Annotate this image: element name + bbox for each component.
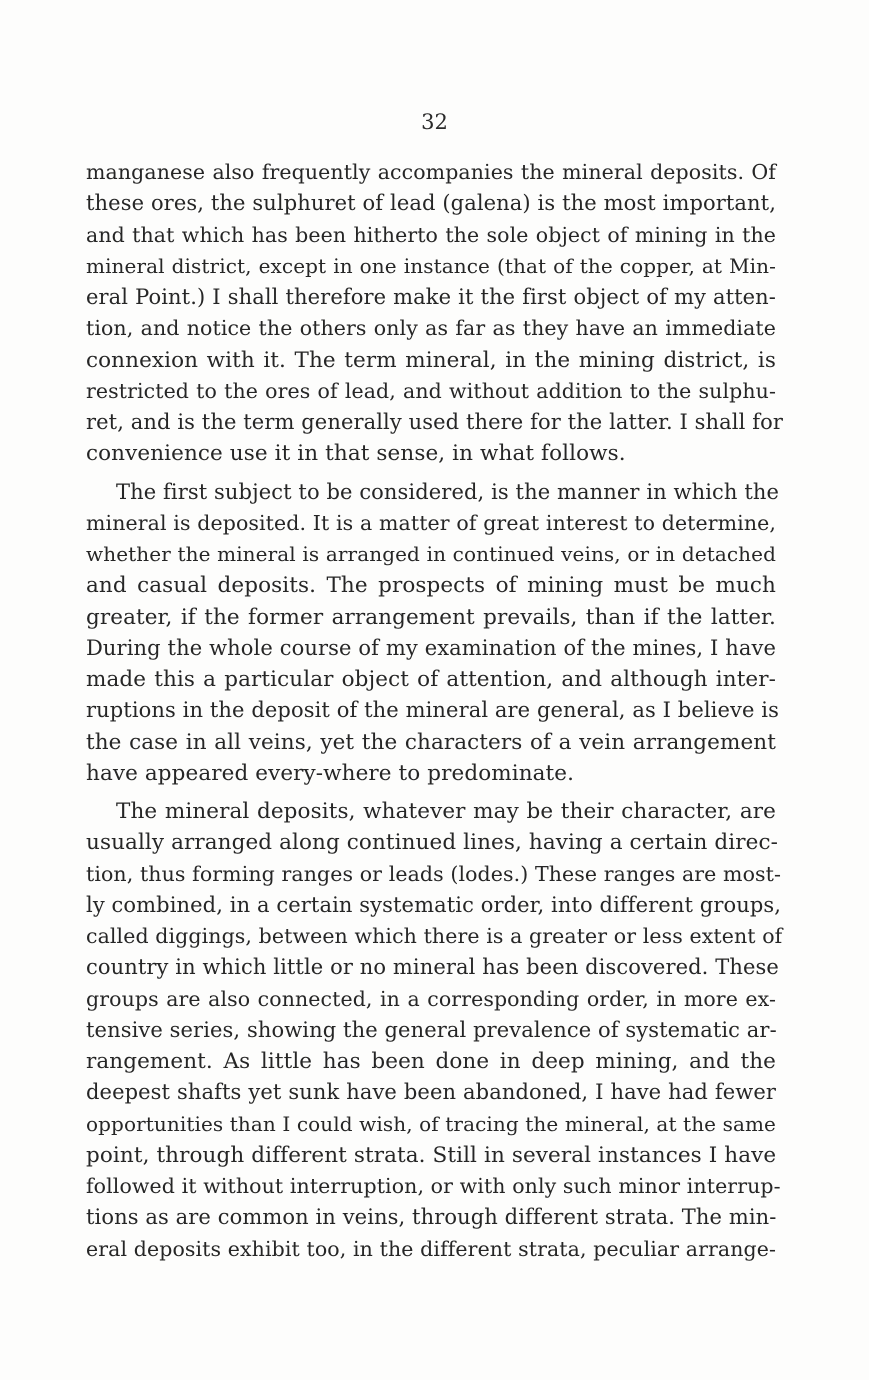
text-line: made this a particular object of attention, and although inter- (86, 667, 776, 692)
text-line: rangement. As little has been done in deep mining, and the (86, 1049, 776, 1074)
paragraph (86, 157, 783, 470)
text-line: During the whole course of my examination of the mines, I have (86, 635, 776, 660)
text-line: tensive series, showing the general prevalence of systematic ar- (86, 1017, 777, 1042)
text-line: usually arranged along continued lines, having a certain direc- (86, 830, 778, 856)
paragraph (86, 796, 783, 1265)
text-line: connexion with it. The term mineral, in the mining district, is (86, 347, 776, 373)
text-line: and casual deposits. The prospects of mining must be much (86, 573, 776, 599)
paragraph (86, 477, 780, 790)
text-line: country in which little or no mineral has been discovered. These (86, 955, 779, 980)
text-line: ruptions in the deposit of the mineral are general, as I believe is (86, 698, 779, 723)
text-line: tions as are common in veins, through different strata. The min- (86, 1205, 777, 1230)
text-line: The first subject to be considered, is the manner in which the (116, 479, 780, 504)
text-line: tion, and notice the others only as far as they have an immediate (86, 316, 776, 341)
text-line: these ores, the sulphuret of lead (galena) is the most important, (86, 191, 776, 216)
text-line: manganese also frequently accompanies the mineral deposits. Of (86, 160, 776, 184)
text-line: mineral is deposited. It is a matter of great interest to determine, (86, 510, 776, 535)
page-number: 32 (421, 110, 448, 134)
text-line: tion, thus forming ranges or leads (lodes.) These ranges are most- (86, 861, 781, 886)
text-line: ret, and is the term generally used there for the latter. I shall for (86, 410, 783, 434)
text-line: have appeared every-where to predominate. (86, 760, 575, 786)
text-line: groups are also connected, in a corresponding order, in more ex- (86, 986, 776, 1011)
body-text (86, 157, 783, 1265)
text-line: followed it without interruption, or with only such minor interrup- (86, 1174, 781, 1198)
text-line: restricted to the ores of lead, and without addition to the sulphu- (86, 378, 776, 403)
text-line: convenience use it in that sense, in what follows. (86, 441, 626, 467)
text-line: The mineral deposits, whatever may be their character, are (116, 799, 776, 824)
text-line: called diggings, between which there is a greater or less extent of (86, 924, 783, 948)
text-line: whether the mineral is arranged in continued veins, or in detached (86, 542, 776, 566)
text-line: deepest shafts yet sunk have been abandoned, I have had fewer (86, 1080, 776, 1105)
text-line: point, through different strata. Still in several instances I have (86, 1142, 777, 1168)
text-line: the case in all veins, yet the characters of a vein arrangement (86, 729, 776, 755)
text-line: mineral district, except in one instance (that of the copper, at Min- (86, 253, 776, 278)
text-line: eral Point.) I shall therefore make it the first object of my atten- (86, 285, 776, 309)
text-line: eral deposits exhibit too, in the different strata, peculiar arrange- (86, 1236, 776, 1261)
text-line: and that which has been hitherto the sole object of mining in the (86, 222, 776, 247)
text-line: opportunities than I could wish, of tracing the mineral, at the same (86, 1111, 776, 1136)
text-line: greater, if the former arrangement prevails, than if the latter. (86, 604, 776, 630)
text-line: ly combined, in a certain systematic order, into different groups, (86, 892, 782, 917)
